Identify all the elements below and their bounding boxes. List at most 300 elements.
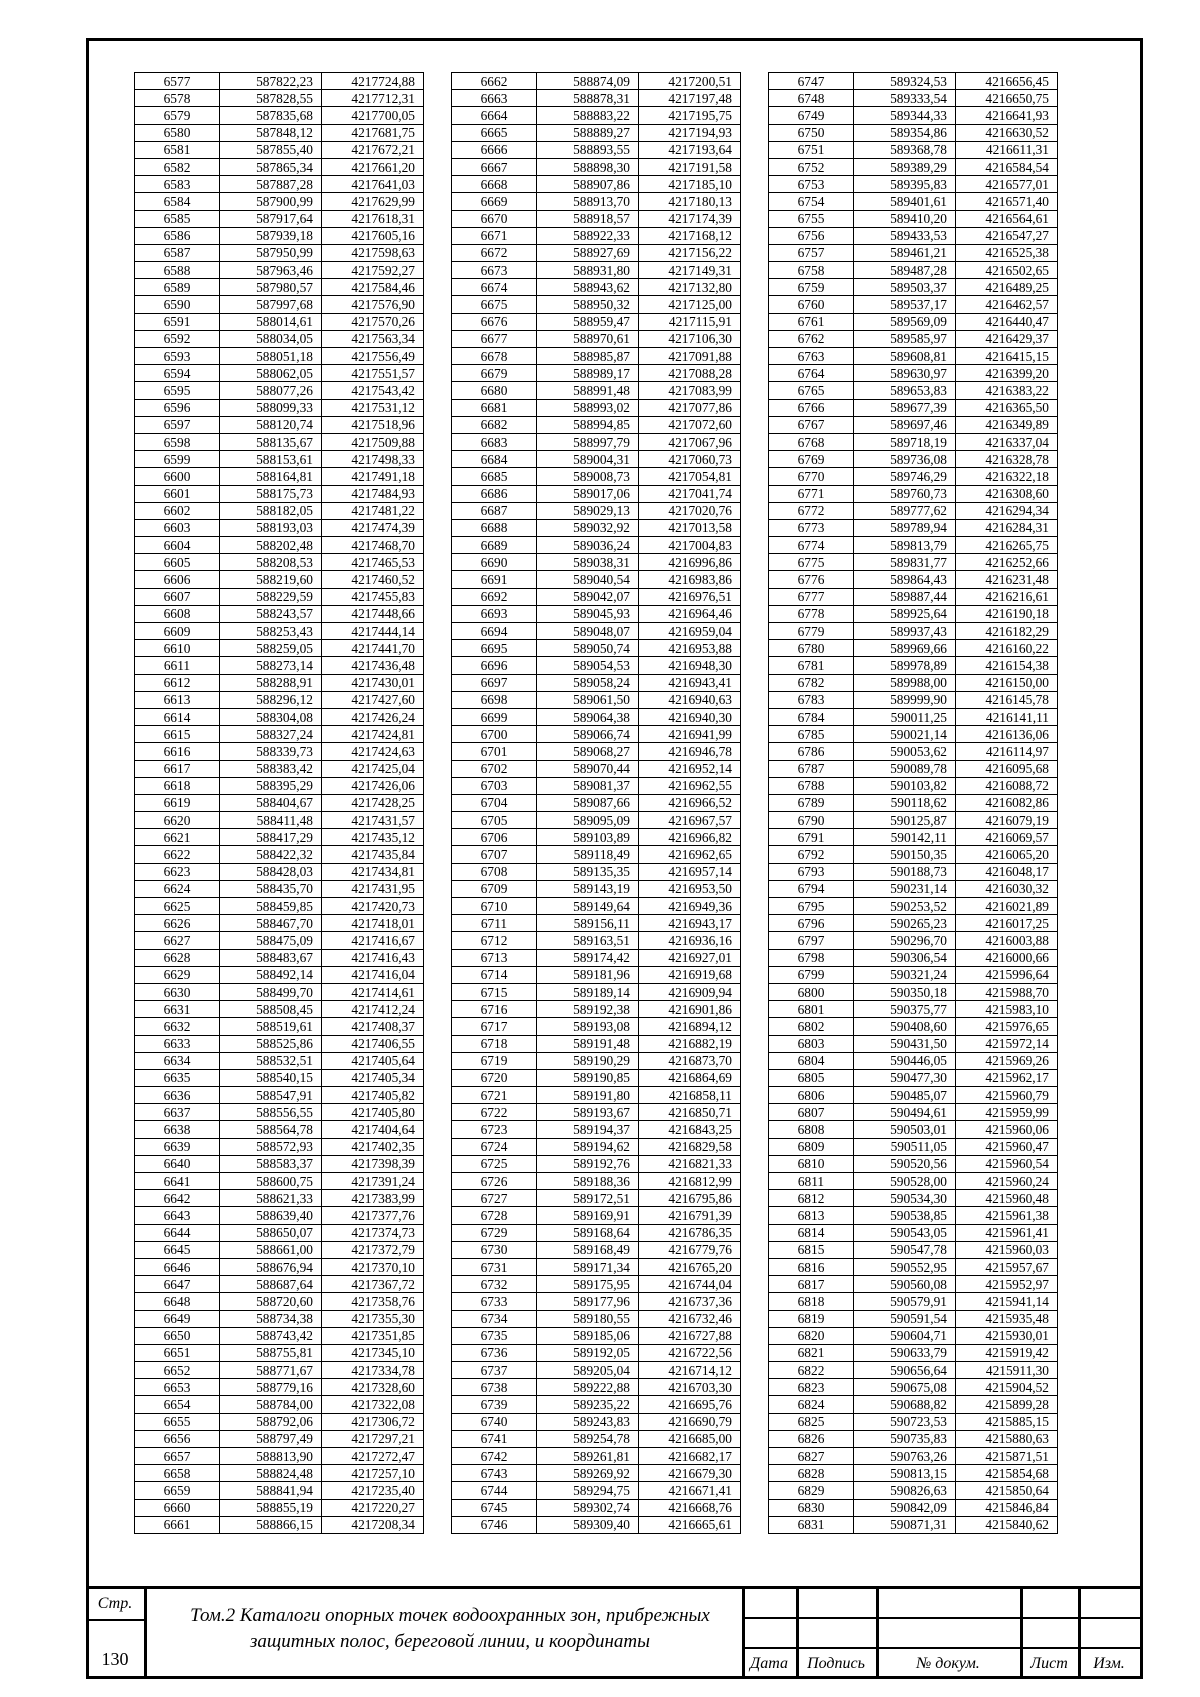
y-coordinate-cell: 4217518,96	[322, 416, 424, 433]
table-row	[135, 330, 424, 347]
x-coordinate-cell: 589040,54	[537, 571, 639, 588]
y-coordinate-cell: 4216069,57	[956, 829, 1058, 846]
y-coordinate-cell: 4217570,26	[322, 313, 424, 330]
point-number-cell: 6681	[452, 399, 537, 416]
x-coordinate-cell: 588182,05	[220, 502, 322, 519]
table-row	[452, 1190, 741, 1207]
y-coordinate-cell: 4217383,99	[322, 1190, 424, 1207]
y-coordinate-cell: 4216952,14	[639, 760, 741, 777]
y-coordinate-cell: 4217358,76	[322, 1293, 424, 1310]
table-row	[452, 794, 741, 811]
table-row	[452, 90, 741, 107]
x-coordinate-cell: 588583,37	[220, 1155, 322, 1172]
x-coordinate-cell: 589193,67	[537, 1104, 639, 1121]
x-coordinate-cell: 589925,64	[854, 605, 956, 622]
y-coordinate-cell: 4217426,24	[322, 708, 424, 725]
point-number-cell: 6666	[452, 141, 537, 158]
x-coordinate-cell: 589389,29	[854, 158, 956, 175]
table-row	[135, 794, 424, 811]
table-row	[452, 691, 741, 708]
table-row	[135, 1173, 424, 1190]
x-coordinate-cell: 587828,55	[220, 90, 322, 107]
point-number-cell: 6792	[769, 846, 854, 863]
table-row	[769, 1052, 1058, 1069]
y-coordinate-cell: 4215976,65	[956, 1018, 1058, 1035]
stamp-change-header: Изм.	[1093, 1655, 1125, 1672]
y-coordinate-cell: 4216564,61	[956, 210, 1058, 227]
table-row	[452, 726, 741, 743]
point-number-cell: 6757	[769, 244, 854, 261]
x-coordinate-cell: 589149,64	[537, 898, 639, 915]
table-row	[452, 244, 741, 261]
y-coordinate-cell: 4217531,12	[322, 399, 424, 416]
y-coordinate-cell: 4216641,93	[956, 107, 1058, 124]
y-coordinate-cell: 4216003,88	[956, 932, 1058, 949]
y-coordinate-cell: 4217041,74	[639, 485, 741, 502]
table-row	[135, 743, 424, 760]
y-coordinate-cell: 4217700,05	[322, 107, 424, 124]
point-number-cell: 6631	[135, 1001, 220, 1018]
table-row	[135, 1018, 424, 1035]
y-coordinate-cell: 4217598,63	[322, 244, 424, 261]
table-row	[452, 433, 741, 450]
table-row	[769, 365, 1058, 382]
table-row	[452, 571, 741, 588]
y-coordinate-cell: 4216415,15	[956, 348, 1058, 365]
table-row	[452, 588, 741, 605]
y-coordinate-cell: 4217405,64	[322, 1052, 424, 1069]
x-coordinate-cell: 589066,74	[537, 726, 639, 743]
point-number-cell: 6623	[135, 863, 220, 880]
table-row	[769, 1138, 1058, 1155]
point-number-cell: 6731	[452, 1258, 537, 1275]
y-coordinate-cell: 4216671,41	[639, 1482, 741, 1499]
table-row	[452, 863, 741, 880]
y-coordinate-cell: 4215960,24	[956, 1173, 1058, 1190]
x-coordinate-cell: 590520,56	[854, 1155, 956, 1172]
table-row	[769, 1001, 1058, 1018]
x-coordinate-cell: 589653,83	[854, 382, 956, 399]
point-number-cell: 6758	[769, 262, 854, 279]
point-number-cell: 6798	[769, 949, 854, 966]
point-number-cell: 6748	[769, 90, 854, 107]
y-coordinate-cell: 4217681,75	[322, 124, 424, 141]
y-coordinate-cell: 4217592,27	[322, 262, 424, 279]
x-coordinate-cell: 588411,48	[220, 812, 322, 829]
y-coordinate-cell: 4216021,89	[956, 898, 1058, 915]
y-coordinate-cell: 4215941,14	[956, 1293, 1058, 1310]
x-coordinate-cell: 588296,12	[220, 691, 322, 708]
point-number-cell: 6682	[452, 416, 537, 433]
x-coordinate-cell: 590431,50	[854, 1035, 956, 1052]
x-coordinate-cell: 588841,94	[220, 1482, 322, 1499]
y-coordinate-cell: 4217605,16	[322, 227, 424, 244]
x-coordinate-cell: 589135,35	[537, 863, 639, 880]
point-number-cell: 6584	[135, 193, 220, 210]
y-coordinate-cell: 4216630,52	[956, 124, 1058, 141]
x-coordinate-cell: 588797,49	[220, 1430, 322, 1447]
point-number-cell: 6706	[452, 829, 537, 846]
table-row	[769, 949, 1058, 966]
y-coordinate-cell: 4216328,78	[956, 451, 1058, 468]
x-coordinate-cell: 588120,74	[220, 416, 322, 433]
y-coordinate-cell: 4216665,61	[639, 1516, 741, 1533]
point-number-cell: 6826	[769, 1430, 854, 1447]
table-row	[135, 1224, 424, 1241]
x-coordinate-cell: 590089,78	[854, 760, 956, 777]
table-row	[769, 1276, 1058, 1293]
x-coordinate-cell: 587963,46	[220, 262, 322, 279]
y-coordinate-cell: 4217418,01	[322, 915, 424, 932]
table-row	[769, 313, 1058, 330]
table-row	[769, 794, 1058, 811]
x-coordinate-cell: 590591,54	[854, 1310, 956, 1327]
table-row	[135, 141, 424, 158]
y-coordinate-cell: 4217584,46	[322, 279, 424, 296]
y-coordinate-cell: 4216909,94	[639, 983, 741, 1000]
point-number-cell: 6628	[135, 949, 220, 966]
point-number-cell: 6698	[452, 691, 537, 708]
x-coordinate-cell: 589988,00	[854, 674, 956, 691]
point-number-cell: 6675	[452, 296, 537, 313]
table-row	[135, 846, 424, 863]
point-number-cell: 6812	[769, 1190, 854, 1207]
y-coordinate-cell: 4217491,18	[322, 468, 424, 485]
table-row	[452, 1379, 741, 1396]
x-coordinate-cell: 590826,63	[854, 1482, 956, 1499]
x-coordinate-cell: 588993,02	[537, 399, 639, 416]
x-coordinate-cell: 589608,81	[854, 348, 956, 365]
table-row	[769, 571, 1058, 588]
x-coordinate-cell: 588943,62	[537, 279, 639, 296]
point-number-cell: 6703	[452, 777, 537, 794]
table-row	[452, 983, 741, 1000]
x-coordinate-cell: 588676,94	[220, 1258, 322, 1275]
point-number-cell: 6668	[452, 176, 537, 193]
point-number-cell: 6827	[769, 1448, 854, 1465]
table-row	[452, 554, 741, 571]
table-row	[769, 1413, 1058, 1430]
x-coordinate-cell: 588014,61	[220, 313, 322, 330]
x-coordinate-cell: 588383,42	[220, 760, 322, 777]
table-row	[769, 1482, 1058, 1499]
point-number-cell: 6805	[769, 1069, 854, 1086]
y-coordinate-cell: 4216141,11	[956, 708, 1058, 725]
y-coordinate-cell: 4216154,38	[956, 657, 1058, 674]
y-coordinate-cell: 4217194,93	[639, 124, 741, 141]
table-row	[452, 1465, 741, 1482]
point-number-cell: 6750	[769, 124, 854, 141]
point-number-cell: 6607	[135, 588, 220, 605]
point-number-cell: 6734	[452, 1310, 537, 1327]
table-row	[452, 708, 741, 725]
y-coordinate-cell: 4217441,70	[322, 640, 424, 657]
table-row	[135, 863, 424, 880]
x-coordinate-cell: 589042,07	[537, 588, 639, 605]
point-number-cell: 6662	[452, 73, 537, 90]
y-coordinate-cell: 4217498,33	[322, 451, 424, 468]
table-row	[769, 176, 1058, 193]
table-row	[452, 846, 741, 863]
table-row	[135, 880, 424, 897]
table-row	[135, 399, 424, 416]
x-coordinate-cell: 590871,31	[854, 1516, 956, 1533]
table-row	[452, 1293, 741, 1310]
y-coordinate-cell: 4216383,22	[956, 382, 1058, 399]
x-coordinate-cell: 589029,13	[537, 502, 639, 519]
x-coordinate-cell: 589194,62	[537, 1138, 639, 1155]
table-row	[452, 1224, 741, 1241]
y-coordinate-cell: 4217406,55	[322, 1035, 424, 1052]
y-coordinate-cell: 4217672,21	[322, 141, 424, 158]
table-row	[769, 1121, 1058, 1138]
point-number-cell: 6697	[452, 674, 537, 691]
x-coordinate-cell: 588492,14	[220, 966, 322, 983]
x-coordinate-cell: 589032,92	[537, 519, 639, 536]
y-coordinate-cell: 4216919,68	[639, 966, 741, 983]
x-coordinate-cell: 589243,83	[537, 1413, 639, 1430]
y-coordinate-cell: 4217054,81	[639, 468, 741, 485]
point-number-cell: 6663	[452, 90, 537, 107]
y-coordinate-cell: 4217436,48	[322, 657, 424, 674]
x-coordinate-cell: 588687,64	[220, 1276, 322, 1293]
table-row	[452, 279, 741, 296]
point-number-cell: 6581	[135, 141, 220, 158]
point-number-cell: 6742	[452, 1448, 537, 1465]
y-coordinate-cell: 4217416,43	[322, 949, 424, 966]
x-coordinate-cell: 588135,67	[220, 433, 322, 450]
y-coordinate-cell: 4216795,86	[639, 1190, 741, 1207]
x-coordinate-cell: 588931,80	[537, 262, 639, 279]
point-number-cell: 6596	[135, 399, 220, 416]
y-coordinate-cell: 4216858,11	[639, 1087, 741, 1104]
point-number-cell: 6692	[452, 588, 537, 605]
x-coordinate-cell: 589978,89	[854, 657, 956, 674]
point-number-cell: 6690	[452, 554, 537, 571]
table-row	[135, 623, 424, 640]
point-number-cell: 6762	[769, 330, 854, 347]
x-coordinate-cell: 590408,60	[854, 1018, 956, 1035]
table-row	[769, 812, 1058, 829]
x-coordinate-cell: 590446,05	[854, 1052, 956, 1069]
table-row	[452, 949, 741, 966]
x-coordinate-cell: 589087,66	[537, 794, 639, 811]
point-number-cell: 6771	[769, 485, 854, 502]
y-coordinate-cell: 4217132,80	[639, 279, 741, 296]
table-row	[769, 1430, 1058, 1447]
x-coordinate-cell: 590547,78	[854, 1241, 956, 1258]
table-row	[135, 1482, 424, 1499]
table-row	[135, 193, 424, 210]
table-row	[452, 330, 741, 347]
x-coordinate-cell: 589156,11	[537, 915, 639, 932]
x-coordinate-cell: 589269,92	[537, 1465, 639, 1482]
point-number-cell: 6751	[769, 141, 854, 158]
y-coordinate-cell: 4217083,99	[639, 382, 741, 399]
x-coordinate-cell: 589969,66	[854, 640, 956, 657]
table-row	[769, 983, 1058, 1000]
y-coordinate-cell: 4216940,63	[639, 691, 741, 708]
point-number-cell: 6740	[452, 1413, 537, 1430]
table-row	[452, 158, 741, 175]
table-row	[769, 915, 1058, 932]
x-coordinate-cell: 588508,45	[220, 1001, 322, 1018]
point-number-cell: 6616	[135, 743, 220, 760]
x-coordinate-cell: 588743,42	[220, 1327, 322, 1344]
table-row	[769, 1104, 1058, 1121]
y-coordinate-cell: 4216966,52	[639, 794, 741, 811]
table-row	[452, 502, 741, 519]
table-row	[135, 1001, 424, 1018]
y-coordinate-cell: 4215846,84	[956, 1499, 1058, 1516]
y-coordinate-cell: 4215899,28	[956, 1396, 1058, 1413]
y-coordinate-cell: 4216949,36	[639, 898, 741, 915]
x-coordinate-cell: 589222,88	[537, 1379, 639, 1396]
table-row	[135, 966, 424, 983]
table-row	[452, 365, 741, 382]
x-coordinate-cell: 588661,00	[220, 1241, 322, 1258]
table-row	[769, 124, 1058, 141]
point-number-cell: 6611	[135, 657, 220, 674]
y-coordinate-cell: 4216462,57	[956, 296, 1058, 313]
point-number-cell: 6815	[769, 1241, 854, 1258]
y-coordinate-cell: 4216547,27	[956, 227, 1058, 244]
x-coordinate-cell: 590543,05	[854, 1224, 956, 1241]
y-coordinate-cell: 4216744,04	[639, 1276, 741, 1293]
y-coordinate-cell: 4217149,31	[639, 262, 741, 279]
table-row	[452, 141, 741, 158]
table-row	[135, 262, 424, 279]
point-number-cell: 6617	[135, 760, 220, 777]
table-row	[452, 1207, 741, 1224]
table-row	[769, 1190, 1058, 1207]
x-coordinate-cell: 590253,52	[854, 898, 956, 915]
y-coordinate-cell: 4216685,00	[639, 1430, 741, 1447]
y-coordinate-cell: 4216682,17	[639, 1448, 741, 1465]
x-coordinate-cell: 590477,30	[854, 1069, 956, 1086]
x-coordinate-cell: 590675,08	[854, 1379, 956, 1396]
x-coordinate-cell: 588556,55	[220, 1104, 322, 1121]
y-coordinate-cell: 4217420,73	[322, 898, 424, 915]
stamp-sheet-header: Лист	[1030, 1655, 1068, 1672]
y-coordinate-cell: 4216399,20	[956, 365, 1058, 382]
y-coordinate-cell: 4215854,68	[956, 1465, 1058, 1482]
x-coordinate-cell: 590306,54	[854, 949, 956, 966]
table-row	[452, 1018, 741, 1035]
y-coordinate-cell: 4216571,40	[956, 193, 1058, 210]
table-row	[452, 1482, 741, 1499]
table-row	[135, 588, 424, 605]
point-number-cell: 6716	[452, 1001, 537, 1018]
point-number-cell: 6694	[452, 623, 537, 640]
x-coordinate-cell: 590296,70	[854, 932, 956, 949]
y-coordinate-cell: 4217543,42	[322, 382, 424, 399]
y-coordinate-cell: 4217444,14	[322, 623, 424, 640]
table-row	[769, 451, 1058, 468]
x-coordinate-cell: 588475,09	[220, 932, 322, 949]
point-number-cell: 6830	[769, 1499, 854, 1516]
x-coordinate-cell: 589038,31	[537, 554, 639, 571]
point-number-cell: 6660	[135, 1499, 220, 1516]
table-row	[135, 812, 424, 829]
x-coordinate-cell: 588422,32	[220, 846, 322, 863]
y-coordinate-cell: 4217556,49	[322, 348, 424, 365]
point-number-cell: 6816	[769, 1258, 854, 1275]
table-row	[452, 812, 741, 829]
y-coordinate-cell: 4216525,38	[956, 244, 1058, 261]
x-coordinate-cell: 589050,74	[537, 640, 639, 657]
point-number-cell: 6655	[135, 1413, 220, 1430]
point-number-cell: 6639	[135, 1138, 220, 1155]
x-coordinate-cell: 589189,14	[537, 983, 639, 1000]
table-row	[135, 1499, 424, 1516]
table-row	[452, 1258, 741, 1275]
x-coordinate-cell: 588459,85	[220, 898, 322, 915]
x-coordinate-cell: 588913,70	[537, 193, 639, 210]
table-row	[135, 176, 424, 193]
point-number-cell: 6765	[769, 382, 854, 399]
x-coordinate-cell: 589537,17	[854, 296, 956, 313]
y-coordinate-cell: 4217004,83	[639, 537, 741, 554]
x-coordinate-cell: 588288,91	[220, 674, 322, 691]
y-coordinate-cell: 4215960,79	[956, 1087, 1058, 1104]
y-coordinate-cell: 4216017,25	[956, 915, 1058, 932]
point-number-cell: 6700	[452, 726, 537, 743]
x-coordinate-cell: 588600,75	[220, 1173, 322, 1190]
table-row	[452, 1413, 741, 1430]
x-coordinate-cell: 588208,53	[220, 554, 322, 571]
table-row	[135, 1035, 424, 1052]
x-coordinate-cell: 590503,01	[854, 1121, 956, 1138]
table-row	[135, 691, 424, 708]
table-row	[452, 743, 741, 760]
x-coordinate-cell: 587822,23	[220, 73, 322, 90]
y-coordinate-cell: 4216964,46	[639, 605, 741, 622]
x-coordinate-cell: 590579,91	[854, 1293, 956, 1310]
y-coordinate-cell: 4216584,54	[956, 158, 1058, 175]
y-coordinate-cell: 4217430,01	[322, 674, 424, 691]
point-number-cell: 6684	[452, 451, 537, 468]
point-number-cell: 6595	[135, 382, 220, 399]
x-coordinate-cell: 587939,18	[220, 227, 322, 244]
table-row	[769, 193, 1058, 210]
x-coordinate-cell: 588922,33	[537, 227, 639, 244]
x-coordinate-cell: 589333,54	[854, 90, 956, 107]
y-coordinate-cell: 4217448,66	[322, 605, 424, 622]
x-coordinate-cell: 588572,93	[220, 1138, 322, 1155]
table-row	[769, 296, 1058, 313]
point-number-cell: 6746	[452, 1516, 537, 1533]
table-row	[769, 1293, 1058, 1310]
table-row	[452, 657, 741, 674]
y-coordinate-cell: 4217174,39	[639, 210, 741, 227]
x-coordinate-cell: 589095,09	[537, 812, 639, 829]
point-number-cell: 6747	[769, 73, 854, 90]
x-coordinate-cell: 588650,07	[220, 1224, 322, 1241]
y-coordinate-cell: 4215957,67	[956, 1258, 1058, 1275]
point-number-cell: 6778	[769, 605, 854, 622]
point-number-cell: 6667	[452, 158, 537, 175]
table-row	[135, 708, 424, 725]
x-coordinate-cell: 588193,03	[220, 519, 322, 536]
y-coordinate-cell: 4217257,10	[322, 1465, 424, 1482]
point-number-cell: 6582	[135, 158, 220, 175]
point-number-cell: 6609	[135, 623, 220, 640]
point-number-cell: 6702	[452, 760, 537, 777]
x-coordinate-cell: 589205,04	[537, 1362, 639, 1379]
point-number-cell: 6591	[135, 313, 220, 330]
table-row	[769, 846, 1058, 863]
